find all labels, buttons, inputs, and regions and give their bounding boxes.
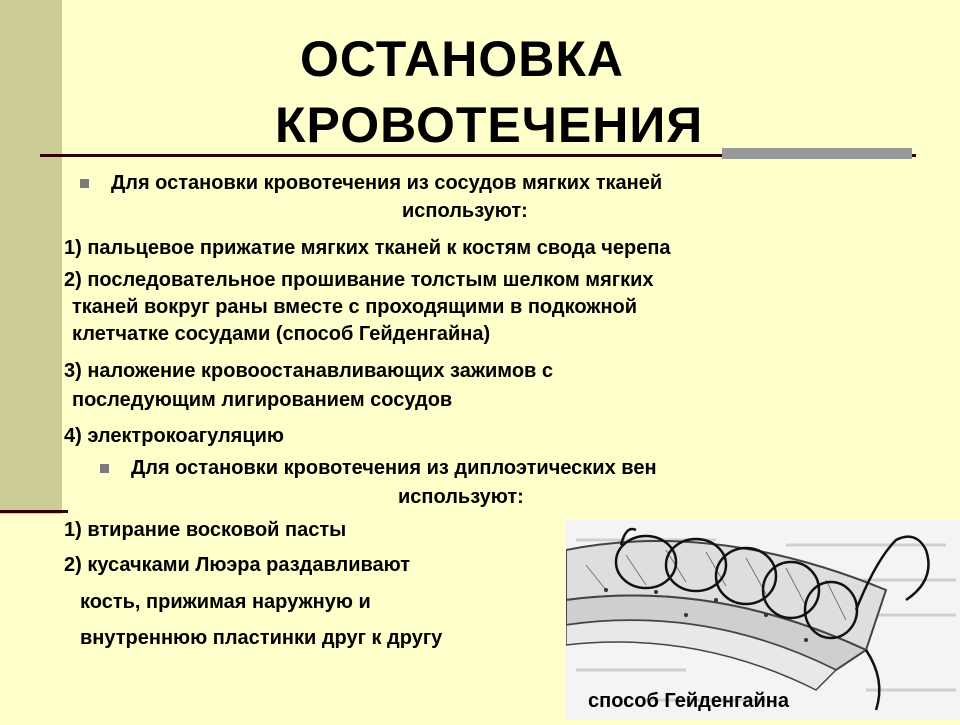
list-item-cont: клетчатке сосудами (способ Гейденгайна): [72, 323, 491, 345]
side-divider: [0, 510, 68, 513]
list-item: 1) втирание восковой пасты: [64, 519, 347, 541]
list-item-cont: кость, прижимая наружную и: [80, 591, 371, 613]
list-item-cont: тканей вокруг раны вместе с проходящими в подкожной: [72, 296, 638, 318]
square-bullet-icon: [80, 179, 89, 188]
side-decoration-band: [0, 0, 62, 514]
list-item: 2) последовательное прошивание толстым шелком мягких: [64, 269, 654, 291]
title-divider-accent: [722, 148, 912, 159]
list-item: 3) наложение кровоостанавливающих зажимов с: [64, 360, 554, 382]
figure-caption: способ Гейденгайна: [588, 690, 789, 712]
section-1-heading-cont: используют:: [402, 200, 528, 222]
list-item-cont: последующим лигированием сосудов: [72, 389, 453, 411]
square-bullet-icon: [100, 464, 109, 473]
section-2-heading: Для остановки кровотечения из диплоэтических вен: [131, 457, 657, 479]
slide-title-line-1: ОСТАНОВКА: [300, 31, 624, 87]
slide-title-line-2: КРОВОТЕЧЕНИЯ: [275, 97, 704, 153]
section-1-heading: Для остановки кровотечения из сосудов мягких тканей: [111, 172, 663, 194]
list-item-cont: внутреннюю пластинки друг к другу: [80, 627, 443, 649]
section-2-heading-cont: используют:: [398, 486, 524, 508]
list-item: 1) пальцевое прижатие мягких тканей к костям свода черепа: [64, 237, 671, 259]
list-item: 4) электрокоагуляцию: [64, 425, 285, 447]
list-item: 2) кусачками Люэра раздавливают: [64, 554, 411, 576]
